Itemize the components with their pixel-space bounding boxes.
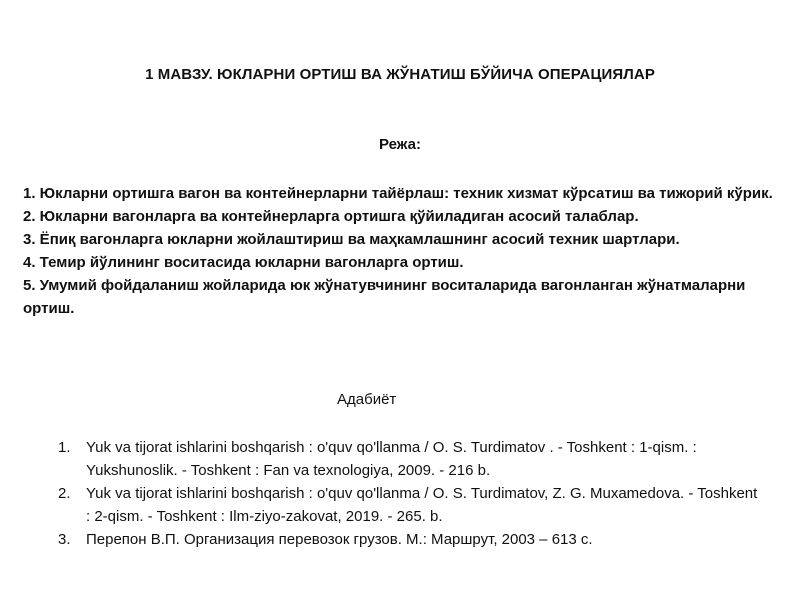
plan-heading: Режа: — [379, 136, 421, 153]
references-heading: Адабиёт — [337, 391, 397, 408]
plan-item: 5. Умумий фойдаланиш жойларида юк жўнатувчининг воситаларида вагонланган жўнатмаларни ортиш. — [23, 277, 746, 317]
references-list — [58, 436, 758, 551]
reference-item — [58, 528, 758, 551]
reference-text: Перепон В.П. Организация перевозок грузов. М.: Маршрут, 2003 – 613 с. — [86, 531, 593, 548]
reference-number: 2. — [58, 485, 71, 502]
reference-text: Yuk va tijorat ishlarini boshqarish : o'quv qo'llanma / O. S. Turdimatov . - Toshkent : 1-qism. : Yukshunoslik. - Toshkent : Fan va texnologiya, 2009. - 216 b. — [86, 439, 697, 479]
plan-item: 1. Юкларни ортишга вагон ва контейнерларни тайёрлаш: техник хизмат кўрсатиш ва тижорий кўрик. — [23, 185, 773, 202]
plan-item: 4. Темир йўлининг воситасида юкларни вагонларга ортиш. — [23, 254, 464, 271]
plan-item: 3. Ёпиқ вагонларга юкларни жойлаштириш ва маҳкамлашнинг асосий техник шартлари. — [23, 231, 680, 248]
reference-text: Yuk va tijorat ishlarini boshqarish : o'quv qo'llanma / O. S. Turdimatov, Z. G. Muxamedova. - Toshkent : 2-qism. - Toshkent : Ilm-ziyo-zakovat, 2019. - 265. b. — [86, 485, 758, 525]
reference-item — [58, 482, 758, 528]
plan-item: 2. Юкларни вагонларга ва контейнерларга ортишга қўйиладиган асосий талаблар. — [23, 208, 639, 225]
reference-item — [58, 436, 758, 482]
page-title: 1 МАВЗУ. ЮКЛАРНИ ОРТИШ ВА ЖЎНАТИШ БЎЙИЧА ОПЕРАЦИЯЛАР — [145, 66, 655, 83]
plan-list — [23, 182, 783, 320]
reference-number: 3. — [58, 531, 71, 548]
reference-number: 1. — [58, 439, 71, 456]
